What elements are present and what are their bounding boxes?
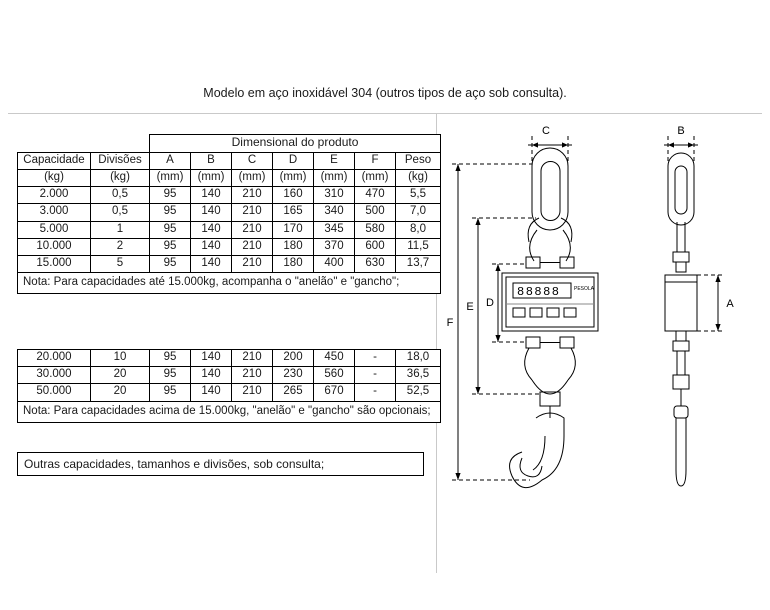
header-e: E <box>314 152 355 169</box>
cell-d: 160 <box>273 187 314 204</box>
cell-c: 210 <box>232 256 273 273</box>
cell-c: 210 <box>232 221 273 238</box>
cell-d: 230 <box>273 367 314 384</box>
label-b: B <box>677 125 685 137</box>
main-spec-table-wrapper <box>17 134 441 294</box>
arrow-c-left <box>532 142 538 147</box>
side-swivel-block <box>673 375 689 389</box>
display-digits: 88888 <box>517 285 561 299</box>
second-spec-table-wrapper <box>17 349 441 423</box>
table-row <box>18 384 441 401</box>
arrow-a-bottom <box>715 324 720 331</box>
table-row <box>18 238 441 255</box>
lower-shackle-arms <box>525 348 576 380</box>
side-top-ring-inner <box>675 166 687 214</box>
cell-b: 140 <box>191 238 232 255</box>
cell-divisoes: 5 <box>91 256 150 273</box>
label-a: A <box>726 298 734 310</box>
cell-d: 170 <box>273 221 314 238</box>
header-capacidade: Capacidade <box>18 152 91 169</box>
cell-a: 95 <box>150 350 191 367</box>
upper-shackle-curve-l <box>528 218 539 242</box>
cell-e: 340 <box>314 204 355 221</box>
cell-divisoes: 0,5 <box>91 187 150 204</box>
side-lower-nut <box>673 341 689 351</box>
side-upper-pin <box>676 262 686 272</box>
cell-a: 95 <box>150 187 191 204</box>
cell-f: - <box>355 350 396 367</box>
table-row <box>18 204 441 221</box>
label-d: D <box>486 297 494 309</box>
cell-e: 560 <box>314 367 355 384</box>
side-indicator-housing <box>665 275 697 331</box>
header-peso: Peso <box>396 152 441 169</box>
table-header-row-2 <box>18 170 441 187</box>
arrow-c-right <box>562 142 568 147</box>
cell-divisoes: 10 <box>91 350 150 367</box>
cell-peso: 52,5 <box>396 384 441 401</box>
header-divisoes: Divisões <box>91 152 150 169</box>
header-c: C <box>232 152 273 169</box>
cell-e: 670 <box>314 384 355 401</box>
cell-e: 450 <box>314 350 355 367</box>
table-row <box>18 256 441 273</box>
unit-c: (mm) <box>232 170 273 187</box>
lower-pin-right <box>560 337 574 348</box>
table-header-row-1 <box>18 152 441 169</box>
side-upper-nut <box>673 252 689 262</box>
cell-e: 400 <box>314 256 355 273</box>
unit-b: (mm) <box>191 170 232 187</box>
arrow-a-top <box>715 275 720 282</box>
cell-f: 580 <box>355 221 396 238</box>
note-capacidades-acima: Nota: Para capacidades acima de 15.000kg, "anelão" e "gancho" são opcionais; <box>18 401 441 422</box>
side-hook-eye <box>674 406 688 418</box>
cell-a: 95 <box>150 367 191 384</box>
arrow-e-bottom <box>475 387 480 394</box>
cell-c: 210 <box>232 350 273 367</box>
cell-capacidade: 5.000 <box>18 221 91 238</box>
arrow-b-right <box>688 142 694 147</box>
main-spec-table <box>17 134 441 294</box>
unit-a: (mm) <box>150 170 191 187</box>
unit-divisoes: (kg) <box>91 170 150 187</box>
cell-d: 180 <box>273 256 314 273</box>
cell-capacidade: 15.000 <box>18 256 91 273</box>
spacer-cell <box>18 135 91 153</box>
arrow-f-top <box>455 164 460 171</box>
header-b: B <box>191 152 232 169</box>
table-group-header-row <box>18 135 441 153</box>
cell-d: 165 <box>273 204 314 221</box>
product-drawing <box>440 118 765 578</box>
cell-a: 95 <box>150 221 191 238</box>
cell-c: 210 <box>232 238 273 255</box>
cell-b: 140 <box>191 204 232 221</box>
cell-a: 95 <box>150 204 191 221</box>
cell-peso: 11,5 <box>396 238 441 255</box>
side-lower-pin <box>676 331 686 341</box>
cell-f: 630 <box>355 256 396 273</box>
cell-peso: 18,0 <box>396 350 441 367</box>
cell-b: 140 <box>191 187 232 204</box>
unit-capacidade: (kg) <box>18 170 91 187</box>
cell-e: 370 <box>314 238 355 255</box>
key-2 <box>530 308 542 317</box>
cell-b: 140 <box>191 367 232 384</box>
arrow-b-left <box>668 142 674 147</box>
brand-label: PESOLA <box>574 286 595 292</box>
header-divider <box>8 113 762 114</box>
cell-peso: 13,7 <box>396 256 441 273</box>
cell-d: 265 <box>273 384 314 401</box>
top-ring-inner <box>541 162 560 221</box>
cell-b: 140 <box>191 221 232 238</box>
hook-inner-curve <box>533 436 545 470</box>
table-row <box>18 367 441 384</box>
cell-e: 345 <box>314 221 355 238</box>
unit-peso: (kg) <box>396 170 441 187</box>
cell-capacidade: 30.000 <box>18 367 91 384</box>
cell-f: 470 <box>355 187 396 204</box>
cell-divisoes: 20 <box>91 384 150 401</box>
spacer-cell <box>91 135 150 153</box>
cell-d: 200 <box>273 350 314 367</box>
side-upper-shackle <box>677 222 685 252</box>
cell-capacidade: 2.000 <box>18 187 91 204</box>
cell-capacidade: 3.000 <box>18 204 91 221</box>
cell-peso: 5,5 <box>396 187 441 204</box>
cell-d: 180 <box>273 238 314 255</box>
arrow-e-top <box>475 218 480 225</box>
table-row <box>18 187 441 204</box>
indicator-housing <box>502 273 598 331</box>
cell-peso: 36,5 <box>396 367 441 384</box>
cell-divisoes: 20 <box>91 367 150 384</box>
cell-divisoes: 1 <box>91 221 150 238</box>
page-title: Modelo em aço inoxidável 304 (outros tipos de aço sob consulta). <box>203 86 567 100</box>
cell-capacidade: 10.000 <box>18 238 91 255</box>
cell-e: 310 <box>314 187 355 204</box>
cell-capacidade: 50.000 <box>18 384 91 401</box>
unit-f: (mm) <box>355 170 396 187</box>
footer-note: Outras capacidades, tamanhos e divisões, sob consulta; <box>17 452 424 476</box>
unit-d: (mm) <box>273 170 314 187</box>
side-hook-body <box>676 418 686 486</box>
cell-c: 210 <box>232 367 273 384</box>
cell-f: - <box>355 384 396 401</box>
label-c: C <box>542 125 550 137</box>
table-note-row <box>18 273 441 294</box>
arrow-d-bottom <box>495 335 500 342</box>
cell-c: 210 <box>232 204 273 221</box>
cell-a: 95 <box>150 384 191 401</box>
upper-shackle-curve-r <box>561 218 572 242</box>
dimensional-group-title: Dimensional do produto <box>150 135 441 153</box>
lower-pin-left <box>526 337 540 348</box>
cell-divisoes: 2 <box>91 238 150 255</box>
unit-e: (mm) <box>314 170 355 187</box>
cell-b: 140 <box>191 350 232 367</box>
cell-c: 210 <box>232 384 273 401</box>
header-d: D <box>273 152 314 169</box>
arrow-f-bottom <box>455 473 460 480</box>
key-3 <box>547 308 559 317</box>
side-lower-shackle <box>677 351 685 375</box>
cell-b: 140 <box>191 256 232 273</box>
key-1 <box>513 308 525 317</box>
footer-note-wrapper <box>17 452 424 476</box>
table-note-row <box>18 401 441 422</box>
note-capacidades-ate: Nota: Para capacidades até 15.000kg, acompanha o "anelão" e "gancho"; <box>18 273 441 294</box>
header-f: F <box>355 152 396 169</box>
cell-f: - <box>355 367 396 384</box>
cell-divisoes: 0,5 <box>91 204 150 221</box>
cell-f: 500 <box>355 204 396 221</box>
table-row <box>18 350 441 367</box>
cell-b: 140 <box>191 384 232 401</box>
cell-f: 600 <box>355 238 396 255</box>
table-row <box>18 221 441 238</box>
hook-tip <box>520 458 542 477</box>
label-e: E <box>466 301 474 313</box>
header-a: A <box>150 152 191 169</box>
arrow-d-top <box>495 264 500 271</box>
cell-peso: 7,0 <box>396 204 441 221</box>
cell-capacidade: 20.000 <box>18 350 91 367</box>
label-f: F <box>446 317 454 329</box>
cell-c: 210 <box>232 187 273 204</box>
cell-a: 95 <box>150 238 191 255</box>
second-spec-table <box>17 349 441 423</box>
top-ring-outer <box>532 148 568 230</box>
cell-peso: 8,0 <box>396 221 441 238</box>
cell-a: 95 <box>150 256 191 273</box>
key-4 <box>564 308 576 317</box>
drawing-svg <box>440 118 765 578</box>
upper-shackle-arms <box>530 230 571 261</box>
